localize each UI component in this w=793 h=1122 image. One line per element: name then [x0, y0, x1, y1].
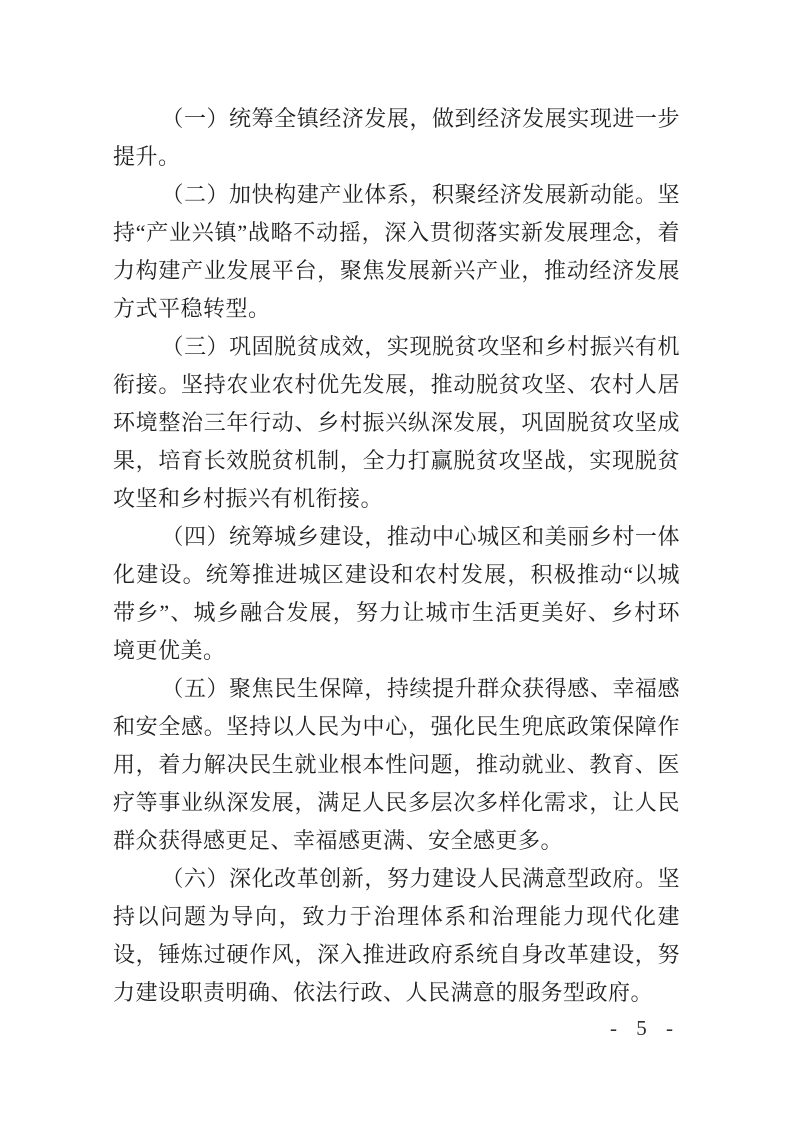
paragraph-item-3: （三）巩固脱贫成效，实现脱贫攻坚和乡村振兴有机衔接。坚持农业农村优先发展，推动脱贫攻坚、农村人居环境整治三年行动、乡村振兴纵深发展，巩固脱贫攻坚成果，培育长效脱贫机制，全力打赢脱贫攻坚战，实现脱贫攻坚和乡村振兴有机衔接。 [113, 334, 680, 511]
page-number: - 5 - [610, 1016, 675, 1040]
document-body [113, 100, 680, 1012]
paragraph-item-1: （一）统筹全镇经济发展，做到经济发展实现进一步提升。 [113, 106, 680, 169]
paragraph-item-5: （五）聚焦民生保障，持续提升群众获得感、幸福感和安全感。坚持以人民为中心，强化民生兜底政策保障作用，着力解决民生就业根本性问题，推动就业、教育、医疗等事业纵深发展，满足人民多层次多样化需求，让人民群众获得感更足、幸福感更满、安全感更多。 [113, 676, 680, 853]
paragraph-item-6: （六）深化改革创新，努力建设人民满意型政府。坚持以问题为导向，致力于治理体系和治理能力现代化建设，锤炼过硬作风，深入推进政府系统自身改革建设，努力建设职责明确、依法行政、人民满意的服务型政府。 [113, 866, 680, 1005]
paragraph-item-4: （四）统筹城乡建设，推动中心城区和美丽乡村一体化建设。统筹推进城区建设和农村发展，积极推动“以城带乡”、城乡融合发展，努力让城市生活更美好、乡村环境更优美。 [113, 524, 680, 663]
paragraph-item-2: （二）加快构建产业体系，积聚经济发展新动能。坚持“产业兴镇”战略不动摇，深入贯彻落实新发展理念，着力构建产业发展平台，聚焦发展新兴产业，推动经济发展方式平稳转型。 [113, 182, 680, 321]
